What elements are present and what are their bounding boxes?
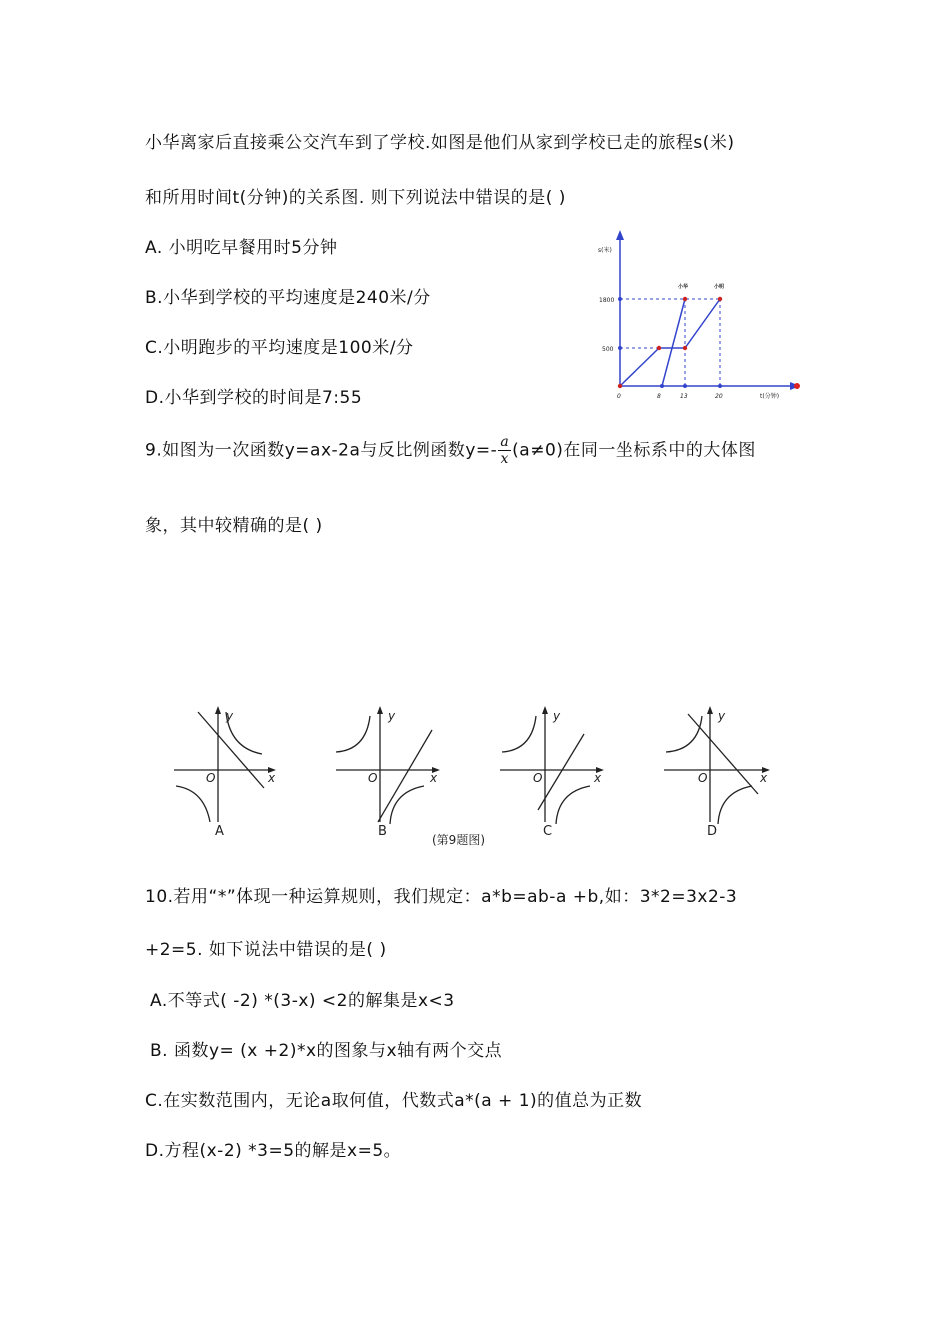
x-tick-20: 20 [715,393,723,400]
y-axis-arrow [616,230,624,240]
graph-b-y-label: y [388,709,396,723]
graph-d-y-label: y [718,709,726,723]
q9-fraction [498,434,511,467]
graph-d [664,706,770,824]
q9-line1 [145,434,756,467]
q9-graphs-figure [140,700,790,850]
q10-option-c: C.在实数范围内，无论a取何值，代数式a*(a + 1)的值总为正数 [145,1091,643,1111]
graph-a-x-label: x [268,771,276,785]
q10-option-a: A.不等式( -2) *(3-x) <2的解集是x<3 [150,991,455,1011]
graph-c-y-label: y [553,709,561,723]
x-tick-13: 13 [680,393,688,400]
x-axis-label: t(分钟) [760,393,780,400]
q8-line2: 和所用时间t(分钟)的关系图. 则下列说法中错误的是( ) [145,188,566,208]
x-axis-end-dot [794,383,800,389]
graph-d-origin: O [698,771,708,785]
q8-option-d: D.小华到学校的时间是7:55 [145,388,363,408]
graph-c-x-label: x [594,771,602,785]
y-axis-label: s(米) [598,247,612,254]
x-tick-8: 8 [657,393,661,400]
q8-option-a: A. 小明吃早餐用时5分钟 [145,238,338,258]
q9-frac-den: x [500,451,509,467]
graph-b-x-label: x [430,771,438,785]
graph-d-x-label: x [760,771,768,785]
graph-c-origin: O [533,771,543,785]
q9-prefix: 9.如图为一次函数y=ax-2a与反比例函数y=- [145,440,498,461]
q9-frac-num: a [500,434,510,450]
graph-b-origin: O [368,771,378,785]
q8-line1: 小华离家后直接乘公交汽车到了学校.如图是他们从家到学校已走的旅程s(米) [145,133,735,153]
graph-c-letter: C [543,824,553,839]
q10-line1: 10.若用“*”体现一种运算规则，我们规定：a*b=ab-a +b,如：3*2=3x2-3 [145,887,738,907]
q10-option-b: B. 函数y= (x +2)*x的图象与x轴有两个交点 [150,1041,503,1061]
graph-a [174,706,276,822]
graph-b-letter: B [378,824,387,839]
q9-suffix: (a≠0)在同一坐标系中的大体图 [512,440,756,461]
graph-b [336,706,440,824]
y-tick-1800: 1800 [599,297,615,304]
x-tick-0: 0 [617,393,621,400]
q9-line2: 象，其中较精确的是( ) [145,516,323,536]
y-tick-500: 500 [602,346,614,353]
graph-a-y-label: y [226,709,234,723]
graph-c [500,706,604,824]
q8-option-b: B.小华到学校的平均速度是240米/分 [145,288,431,308]
graph-a-origin: O [206,771,216,785]
q10-option-d: D.方程(x-2) *3=5的解是x=5。 [145,1141,402,1161]
q8-option-c: C.小明跑步的平均速度是100米/分 [145,338,414,358]
label-xiaohua: 小华 [678,284,689,290]
graph-a-letter: A [215,824,224,839]
xiaohua-line [662,299,685,386]
q8-distance-time-graph [590,228,810,408]
q9-figure-caption: (第9题图) [432,833,485,847]
q10-line2: +2=5. 如下说法中错误的是( ) [145,940,387,960]
xiaoming-line [620,299,720,386]
label-xiaoming: 小明 [714,284,725,290]
graph-d-letter: D [707,824,718,839]
